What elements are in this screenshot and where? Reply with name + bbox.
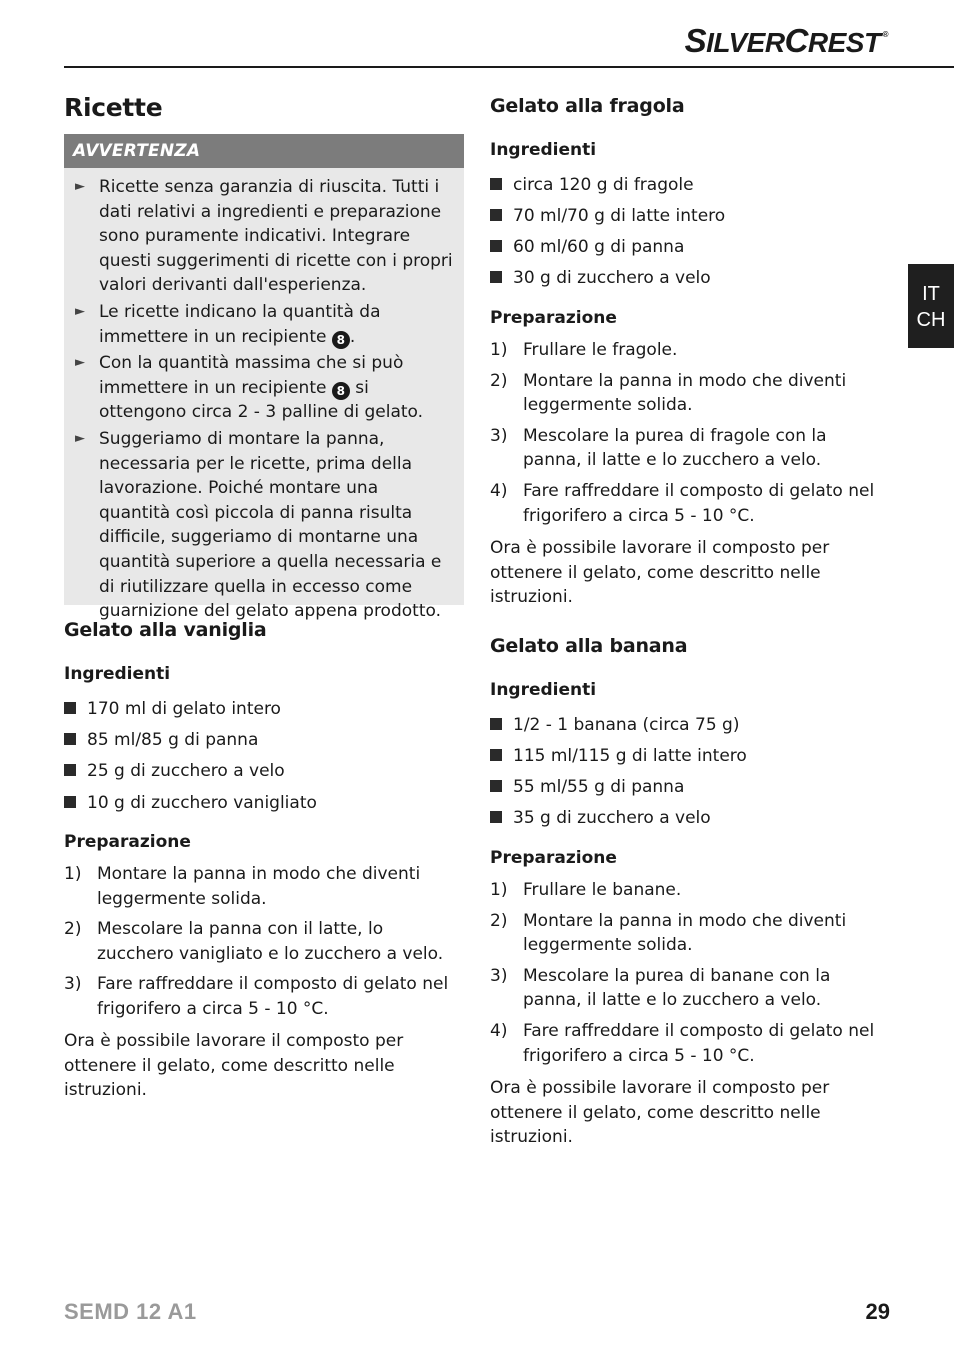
warning-item: ► Le ricette indicano la quantità da immettere in un recipiente 8 . xyxy=(75,301,381,347)
arrow-icon: ► xyxy=(75,179,85,194)
preparation-step: 3) Mescolare la purea di banane con la panna, il latte e lo zucchero a velo. xyxy=(490,965,831,1011)
warning-box xyxy=(64,134,464,622)
language-tab-line2: CH xyxy=(916,309,946,331)
preparation-step: 4) Fare raffreddare il composto di gelato nel frigorifero a circa 5 - 10 °C. xyxy=(490,480,875,526)
preparation-note: Ora è possibile lavorare il composto per ottenere il gelato, come descritto nelle istruzioni. xyxy=(490,1078,830,1148)
arrow-icon: ► xyxy=(75,303,85,319)
page-title: Ricette xyxy=(64,93,163,122)
language-tab xyxy=(908,264,954,348)
warning-item: ► Suggeriamo di montare la panna, necessaria per le ricette, prima della lavorazione. Poiché montare una quantità così piccola di panna risulta difficile, suggeriamo di montarne una quantità superiore a quella necessaria e di riutilizzare quella in eccesso come guarnizione del gelato appena prodotto. xyxy=(75,428,442,622)
preparation-list xyxy=(490,338,890,534)
ingredient-item: 25 g di zucchero a velo xyxy=(64,759,317,783)
preparation-label: Preparazione xyxy=(490,308,617,328)
preparation-step: 3) Mescolare la purea di fragole con la panna, il latte e lo zucchero a velo. xyxy=(490,425,827,471)
footer-model: SEMD 12 A1 xyxy=(64,1299,197,1324)
preparation-note: Ora è possibile lavorare il composto per ottenere il gelato, come descritto nelle istruzioni. xyxy=(64,1031,404,1101)
preparation-step: 2) Montare la panna in modo che diventi leggermente solida. xyxy=(490,370,847,416)
language-tab-line1: IT xyxy=(922,283,940,305)
ingredients-label: Ingredienti xyxy=(64,664,171,684)
section-title-banana: Gelato alla banana xyxy=(490,635,688,657)
part-number-8-icon: 8 xyxy=(332,331,350,349)
preparation-step: 2) Mescolare la panna con il latte, lo zucchero vanigliato e lo zucchero a velo. xyxy=(64,919,444,964)
preparation-list xyxy=(490,878,890,1074)
preparation-step: 1) Frullare le banane. xyxy=(490,880,682,900)
arrow-icon: ► xyxy=(75,355,85,371)
warning-item: ► Ricette senza garanzia di riuscita. Tutti i dati relativi a ingredienti e preparazione sono puramente indicativi. Integrare questi suggerimenti di ricette con i propri valori derivanti dall'esperienza. xyxy=(75,177,453,296)
ingredient-item: 60 ml/60 g di panna xyxy=(490,235,725,259)
warning-heading: AVVERTENZA xyxy=(64,134,464,168)
ingredient-item: 70 ml/70 g di latte intero xyxy=(490,204,725,228)
warning-item: ► Con la quantità massima che si può immettere in un recipiente 8 si ottengono circa 2 - 3 palline di gelato. xyxy=(75,353,424,423)
brand-logo: SILVERCREST ® xyxy=(684,22,888,59)
preparation-list xyxy=(64,862,464,1028)
section-title-fragola: Gelato alla fragola xyxy=(490,95,685,117)
preparation-label: Preparazione xyxy=(64,832,191,852)
ingredients-label: Ingredienti xyxy=(490,680,597,700)
ingredient-item: circa 120 g di fragole xyxy=(490,173,725,197)
ingredient-item: 1/2 - 1 banana (circa 75 g) xyxy=(490,713,747,737)
ingredient-item: 115 ml/115 g di latte intero xyxy=(490,744,747,768)
ingredient-item: 85 ml/85 g di panna xyxy=(64,728,317,752)
ingredient-item: 55 ml/55 g di panna xyxy=(490,775,747,799)
ingredients-list xyxy=(490,173,725,290)
header-rule xyxy=(64,66,954,68)
preparation-label: Preparazione xyxy=(490,848,617,868)
preparation-step: 2) Montare la panna in modo che diventi leggermente solida. xyxy=(490,910,847,956)
ingredient-item: 170 ml di gelato intero xyxy=(64,697,317,721)
ingredients-list xyxy=(64,697,317,815)
ingredients-label: Ingredienti xyxy=(490,140,597,160)
ingredient-item: 30 g di zucchero a velo xyxy=(490,266,725,290)
preparation-step: 3) Fare raffreddare il composto di gelato nel frigorifero a circa 5 - 10 °C. xyxy=(64,974,449,1019)
preparation-step: 4) Fare raffreddare il composto di gelato nel frigorifero a circa 5 - 10 °C. xyxy=(490,1020,875,1066)
warning-list xyxy=(64,168,464,624)
ingredient-item: 10 g di zucchero vanigliato xyxy=(64,791,317,815)
preparation-step: 1) Frullare le fragole. xyxy=(490,340,678,360)
ingredients-list xyxy=(490,713,747,830)
ingredient-item: 35 g di zucchero a velo xyxy=(490,806,747,830)
arrow-icon: ► xyxy=(75,430,85,446)
preparation-note: Ora è possibile lavorare il composto per ottenere il gelato, come descritto nelle istruzioni. xyxy=(490,538,830,608)
part-number-8-icon: 8 xyxy=(332,382,350,400)
preparation-step: 1) Montare la panna in modo che diventi leggermente solida. xyxy=(64,864,421,909)
section-title-vaniglia: Gelato alla vaniglia xyxy=(64,619,267,641)
page-number: 29 xyxy=(865,1299,890,1324)
